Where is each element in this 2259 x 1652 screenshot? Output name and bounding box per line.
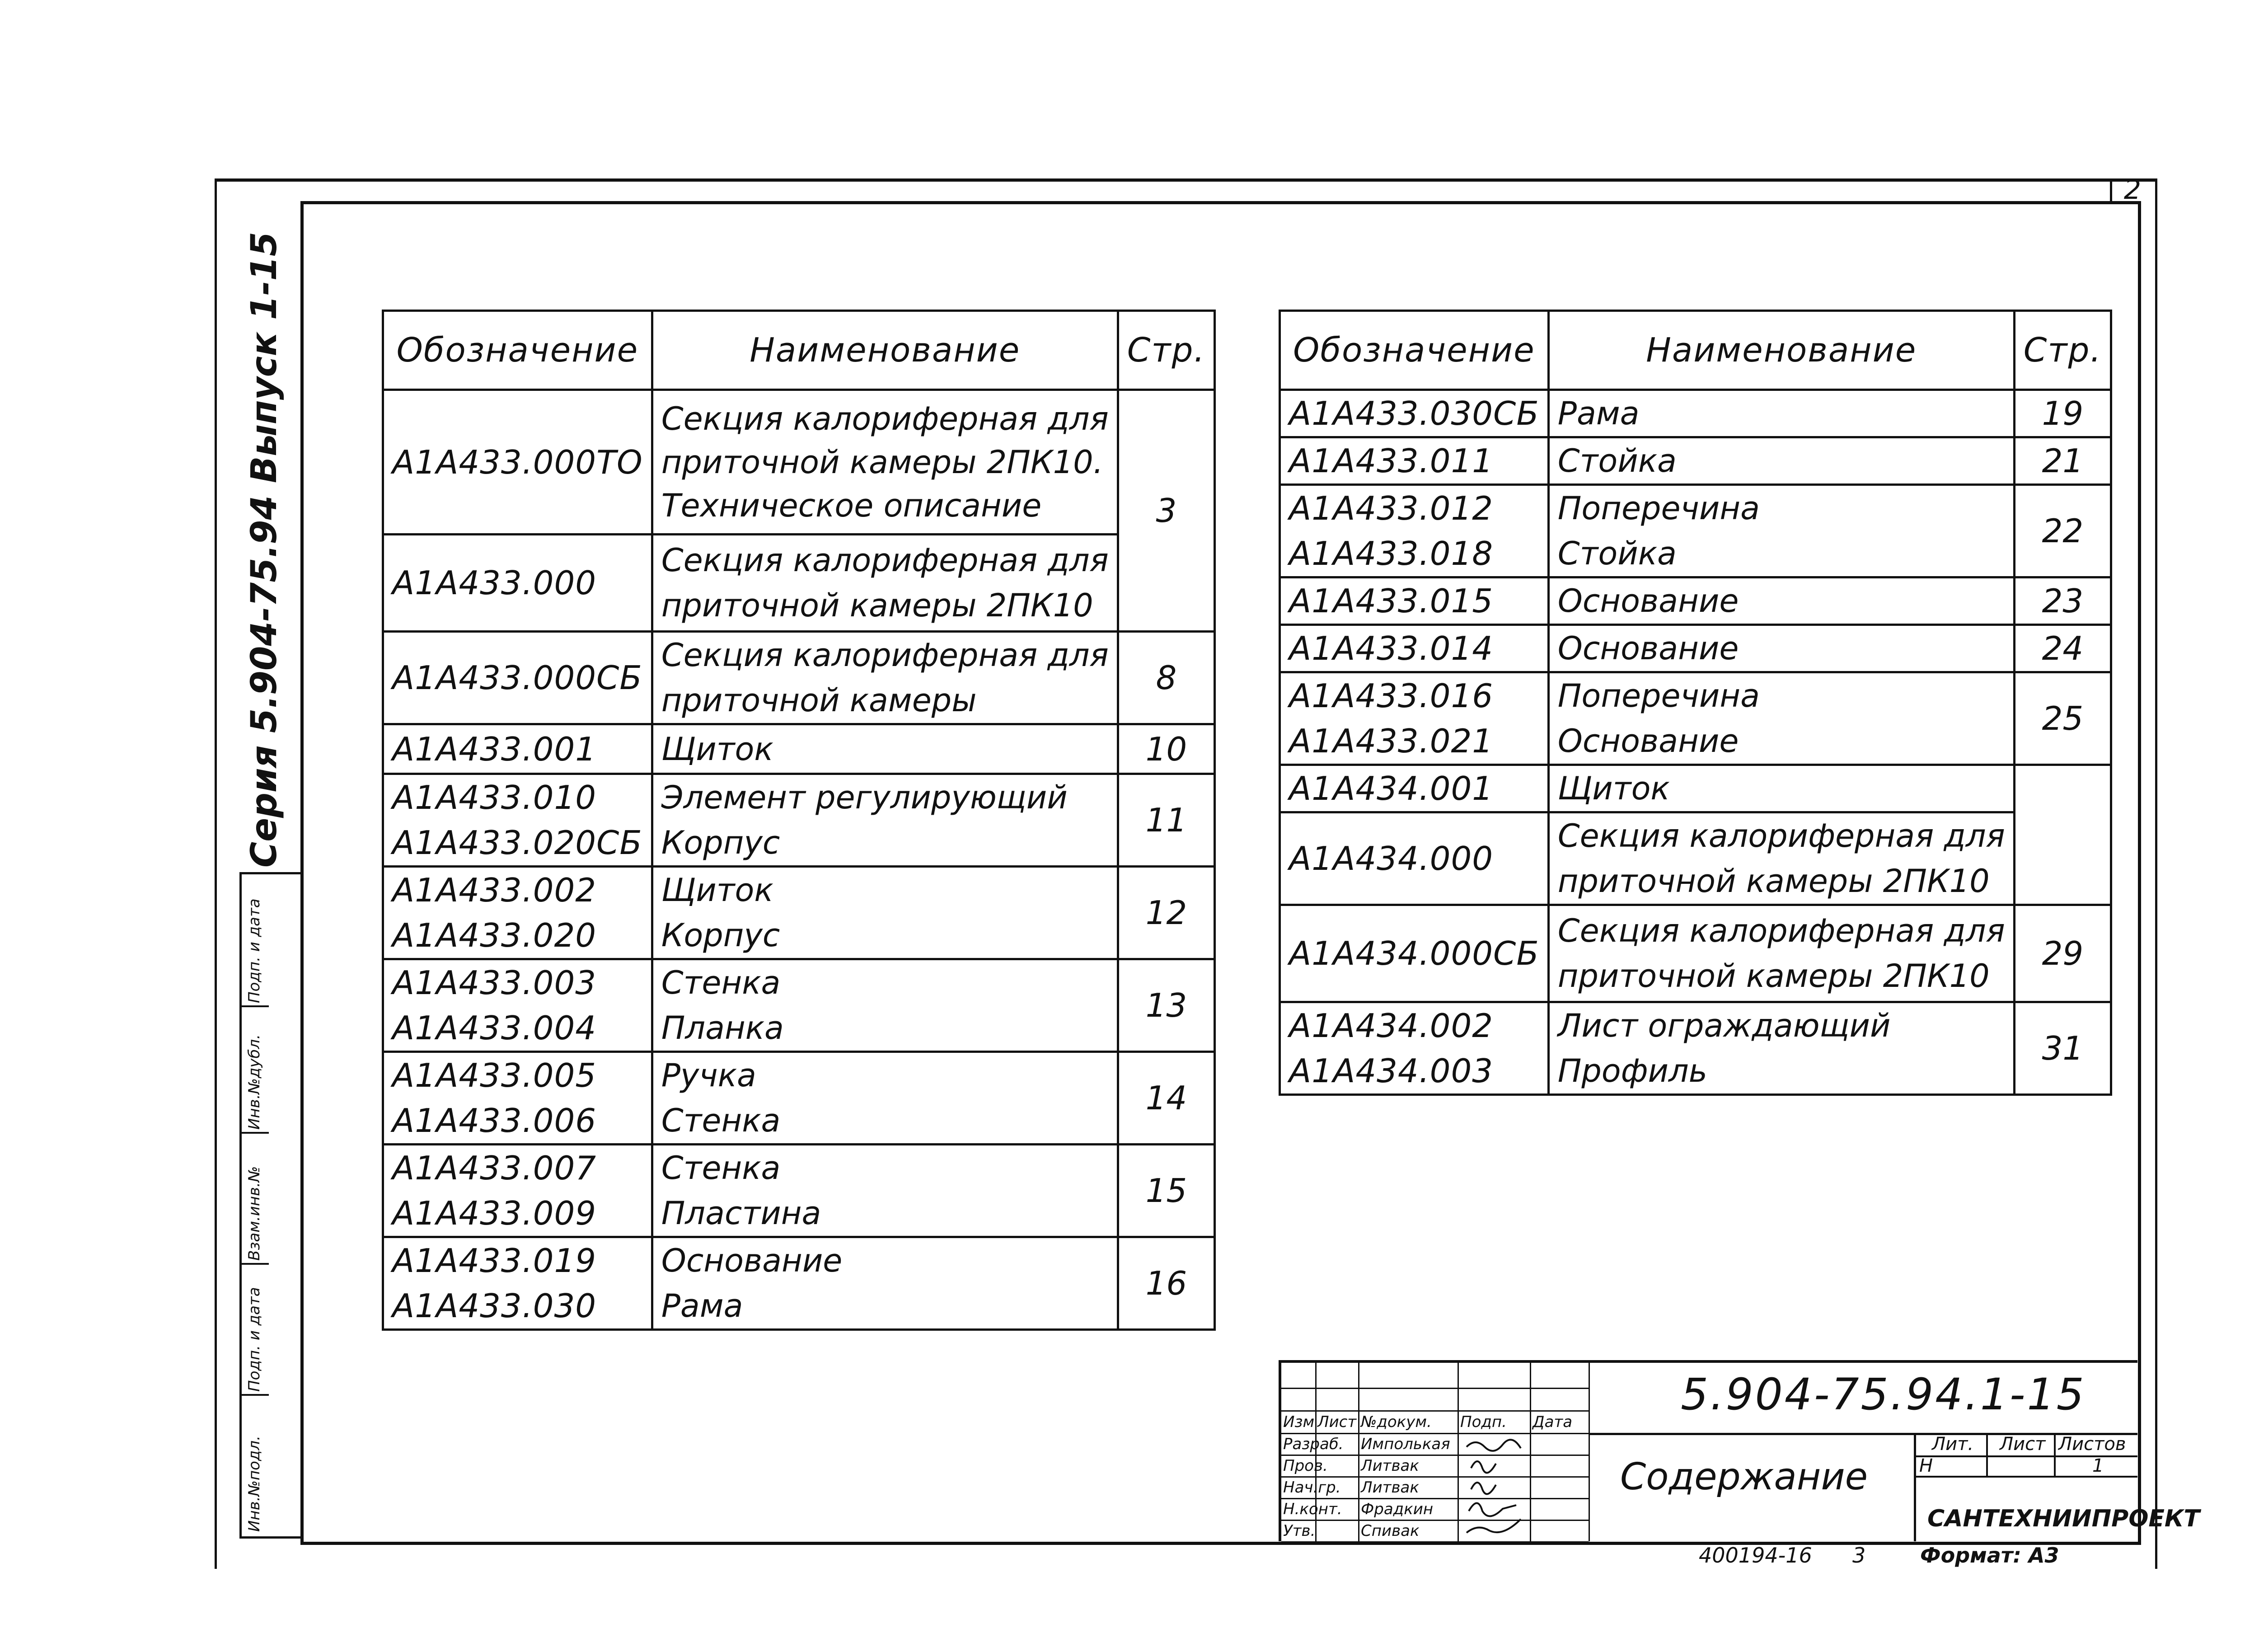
item-name: Основание [1557, 582, 1739, 620]
item-name: Секция калориферная для [1557, 817, 2005, 854]
document-title: Содержание [1620, 1455, 1868, 1498]
designation-cell [1280, 625, 1549, 672]
name-cell [1548, 390, 2014, 437]
table-row [1280, 577, 2111, 625]
table-row [383, 1237, 1215, 1330]
item-name: приточной камеры 2ПК10 [661, 587, 1093, 624]
table-row [383, 632, 1215, 724]
designation-cell [383, 724, 652, 774]
designation-code: А1А433.018 [1289, 535, 1494, 573]
designation-cell [383, 1145, 652, 1237]
item-name: Секция калориферная для [661, 542, 1109, 579]
designation-cell [383, 535, 652, 632]
sheets-total: 1 [2092, 1455, 2104, 1476]
item-name: Лист ограждающий [1557, 1007, 1891, 1044]
name-cell [652, 724, 1118, 774]
col-header-change: Изм [1283, 1413, 1315, 1431]
table-row [1280, 812, 2111, 905]
item-name: Рама [661, 1287, 743, 1324]
designation-code: А1А434.001 [1289, 770, 1494, 807]
designation-cell [383, 774, 652, 867]
item-name: Стенка [661, 964, 781, 1001]
item-name: Ручка [661, 1057, 756, 1094]
designation-code: А1А433.001 [392, 730, 597, 768]
archive-number: 400194-16 [1699, 1543, 1812, 1568]
contents-table-left [382, 310, 1216, 1331]
item-name: Основание [1557, 723, 1739, 760]
page-number: 10 [1118, 724, 1214, 774]
name-cell [652, 390, 1118, 535]
sheet-number: 2 [2110, 178, 2153, 201]
page-number: 24 [2014, 625, 2111, 672]
designation-cell [383, 632, 652, 724]
item-name: Стойка [1557, 535, 1677, 572]
lit-value: Н [1919, 1455, 1933, 1476]
page-number: 16 [1118, 1237, 1214, 1330]
archive-sheet: 3 [1852, 1543, 1866, 1568]
designation-code: А1А433.011 [1289, 442, 1494, 480]
designation-cell [1280, 1002, 1549, 1095]
name-developer: Имполькая [1361, 1435, 1450, 1453]
sheets-header: Листов [2058, 1434, 2126, 1455]
page-number: 22 [2014, 485, 2111, 577]
side-label: Подп. и дата [245, 898, 263, 1003]
designation-cell [383, 1237, 652, 1330]
table-row [1280, 1002, 2111, 1095]
paper-format: Формат: А3 [1920, 1543, 2059, 1568]
side-label: Инв.№подл. [245, 1436, 263, 1532]
page-number: 15 [1118, 1145, 1214, 1237]
item-name: Корпус [661, 824, 780, 861]
designation-code: А1А433.000ТО [392, 443, 643, 481]
table-row [1280, 437, 2111, 485]
col-header-signature: Подп. [1460, 1413, 1507, 1431]
table-row [383, 774, 1215, 867]
item-name: Стенка [661, 1150, 781, 1187]
col-header-sheet: Лист [1317, 1413, 1357, 1431]
designation-code: А1А434.000 [1289, 840, 1494, 878]
item-name: Стойка [1557, 442, 1677, 479]
name-cell [1548, 672, 2014, 765]
signatures-image [1462, 1434, 1525, 1540]
header-page: Стр. [1118, 311, 1214, 390]
table-row [383, 724, 1215, 774]
table-row [383, 390, 1215, 535]
name-cell [1548, 1002, 2014, 1095]
table-row [383, 1145, 1215, 1237]
name-cell [1548, 577, 2014, 625]
page-number: 19 [2014, 390, 2111, 437]
designation-code: А1А433.020 [392, 916, 597, 954]
designation-code: А1А433.000СБ [392, 659, 642, 697]
col-header-docnum: №докум. [1361, 1413, 1432, 1431]
name-group-head: Литвак [1361, 1478, 1419, 1497]
table-header-row [383, 311, 1215, 390]
designation-code: А1А434.003 [1289, 1052, 1494, 1090]
document-code: 5.904-75.94.1-15 [1681, 1369, 2086, 1420]
item-name: Секция калориферная для [661, 637, 1109, 674]
designation-code: А1А433.009 [392, 1194, 597, 1232]
table-row [383, 1052, 1215, 1145]
header-page: Стр. [2014, 311, 2111, 390]
page-number: 25 [2014, 672, 2111, 765]
page-number: 11 [1118, 774, 1214, 867]
header-designation: Обозначение [1280, 311, 1549, 390]
table-row [1280, 625, 2111, 672]
side-label: Подп. и дата [245, 1287, 263, 1392]
role-developer: Разраб. [1283, 1435, 1344, 1453]
item-name: Корпус [661, 917, 780, 954]
designation-code: А1А434.002 [1289, 1007, 1494, 1045]
designation-code: А1А433.005 [392, 1056, 597, 1094]
page-number: 31 [2014, 1002, 2111, 1095]
name-cell [652, 1052, 1118, 1145]
designation-code: А1А433.012 [1289, 489, 1494, 527]
designation-code: А1А433.007 [392, 1149, 597, 1187]
name-cell [652, 632, 1118, 724]
designation-code: А1А433.000 [392, 564, 597, 602]
item-name: Планка [661, 1009, 784, 1047]
designation-cell [1280, 437, 1549, 485]
designation-code: А1А433.030 [392, 1287, 597, 1325]
header-designation: Обозначение [383, 311, 652, 390]
name-cell [1548, 812, 2014, 905]
name-cell [652, 1237, 1118, 1330]
col-header-date: Дата [1533, 1413, 1573, 1431]
side-stamp-strip [239, 872, 303, 1539]
item-name: Секция калориферная для [1557, 912, 2005, 949]
name-cell [1548, 625, 2014, 672]
role-norm-control: Н.конт. [1283, 1500, 1342, 1518]
item-name: Пластина [661, 1195, 821, 1232]
name-cell [1548, 485, 2014, 577]
designation-cell [1280, 672, 1549, 765]
designation-code: А1А433.015 [1289, 582, 1494, 620]
name-cell [652, 774, 1118, 867]
item-name: Щиток [661, 730, 773, 768]
role-approver: Утв. [1283, 1522, 1316, 1540]
designation-cell [1280, 765, 1549, 812]
designation-cell [1280, 812, 1549, 905]
role-group-head: Нач.гр. [1283, 1478, 1341, 1497]
name-norm-control: Фрадкин [1361, 1500, 1434, 1518]
page-number: 23 [2014, 577, 2111, 625]
side-label: Инв.№дубл. [245, 1034, 263, 1130]
series-title: Серия 5.904-75.94 Выпуск 1-15 [244, 231, 285, 868]
designation-cell [1280, 577, 1549, 625]
designation-code: А1А433.021 [1289, 722, 1494, 760]
table-row [1280, 672, 2111, 765]
item-name: Стенка [661, 1102, 781, 1139]
designation-cell [1280, 905, 1549, 1002]
name-cell [652, 1145, 1118, 1237]
contents-table-right [1279, 310, 2112, 1096]
item-name: приточной камеры 2ПК10 [1557, 863, 1990, 900]
sheet-info-grid [1914, 1433, 2137, 1476]
page-number [2014, 765, 2111, 905]
designation-code: А1А433.016 [1289, 677, 1494, 715]
designation-code: А1А433.004 [392, 1009, 597, 1047]
designation-cell [383, 959, 652, 1052]
role-checker: Пров. [1283, 1457, 1328, 1475]
designation-code: А1А433.006 [392, 1102, 597, 1140]
table-row [383, 867, 1215, 959]
designation-code: А1А433.003 [392, 964, 597, 1002]
title-block-grid [1281, 1363, 1589, 1541]
designation-code: А1А433.014 [1289, 629, 1494, 667]
name-cell [1548, 765, 2014, 812]
side-label: Взам.инв.№ [245, 1166, 263, 1261]
item-name: Рама [1557, 395, 1640, 432]
page-number: 21 [2014, 437, 2111, 485]
designation-cell [383, 390, 652, 535]
name-cell [652, 535, 1118, 632]
item-name: приточной камеры 2ПК10. [661, 443, 1103, 481]
item-name: приточной камеры [661, 682, 977, 719]
designation-code: А1А433.020СБ [392, 824, 642, 862]
lit-header: Лит. [1932, 1434, 1974, 1455]
item-name: Поперечина [1557, 490, 1760, 527]
item-name: Техническое описание [661, 487, 1042, 524]
name-approver: Спивак [1361, 1522, 1420, 1540]
name-cell [652, 959, 1118, 1052]
item-name: Основание [661, 1242, 843, 1279]
name-checker: Литвак [1361, 1457, 1419, 1475]
designation-cell [1280, 485, 1549, 577]
table-row [383, 959, 1215, 1052]
page-number: 13 [1118, 959, 1214, 1052]
designation-cell [1280, 390, 1549, 437]
table-header-row [1280, 311, 2111, 390]
item-name: Профиль [1557, 1052, 1707, 1089]
item-name: Поперечина [1557, 677, 1760, 714]
table-row [1280, 390, 2111, 437]
item-name: Элемент регулирующий [661, 779, 1068, 816]
item-name: приточной камеры 2ПК10 [1557, 957, 1990, 995]
name-cell [1548, 437, 2014, 485]
designation-cell [383, 867, 652, 959]
sheet-header: Лист [2000, 1434, 2046, 1455]
designation-code: А1А434.000СБ [1289, 934, 1539, 972]
designation-code: А1А433.019 [392, 1242, 597, 1280]
name-cell [652, 867, 1118, 959]
table-row [1280, 485, 2111, 577]
organization-name: САНТЕХНИИПРОЕКТ [1927, 1505, 2200, 1532]
header-name: Наименование [652, 311, 1118, 390]
header-name: Наименование [1548, 311, 2014, 390]
designation-cell [383, 1052, 652, 1145]
name-cell [1548, 905, 2014, 1002]
page-number: 12 [1118, 867, 1214, 959]
item-name: Основание [1557, 630, 1739, 667]
item-name: Секция калориферная для [661, 400, 1109, 437]
page-number: 29 [2014, 905, 2111, 1002]
item-name: Щиток [661, 872, 773, 909]
page-number: 3 [1118, 390, 1214, 632]
designation-code: А1А433.002 [392, 871, 597, 909]
designation-code: А1А433.010 [392, 779, 597, 817]
page-number: 14 [1118, 1052, 1214, 1145]
page-number: 8 [1118, 632, 1214, 724]
table-row [383, 535, 1215, 632]
item-name: Щиток [1557, 770, 1670, 807]
designation-code: А1А433.030СБ [1289, 394, 1539, 432]
table-row [1280, 765, 2111, 812]
table-row [1280, 905, 2111, 1002]
